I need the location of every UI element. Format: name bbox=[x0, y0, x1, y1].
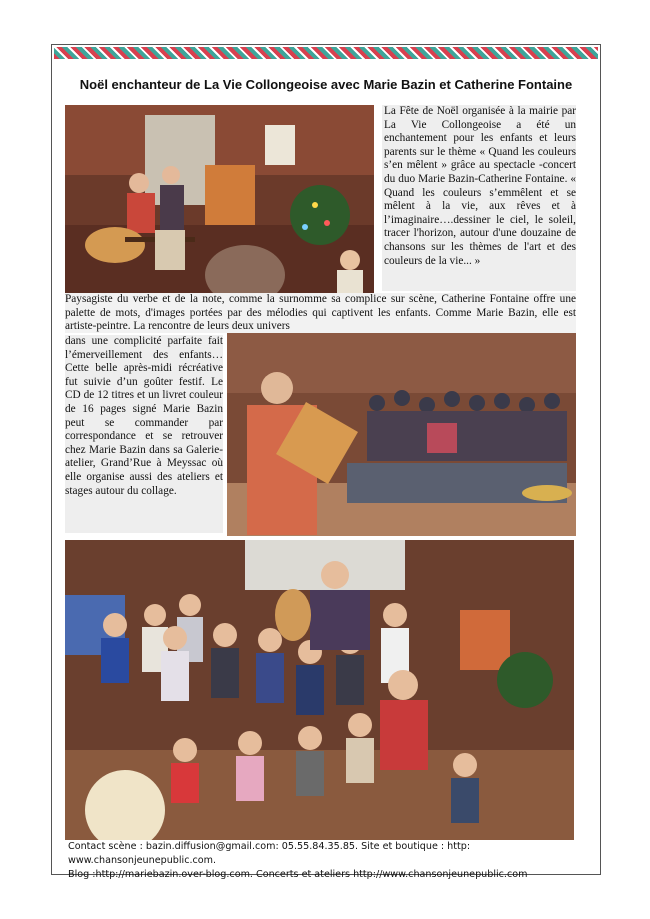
article-column-3: dans une complicité parfaite fait l’émerveillement des enfants… Cette belle après-midi récréative fut suivie d’un goûter festif. Le CD de 12 titres et un livret couleur de 16 pages signé Marie Bazin peut se commander par correspondance et se retrouver chez Marie Bazin dans sa Galerie-atelier, Grand’Rue à Meyssac où elle organise aussi des ateliers et stages autour du collage. bbox=[65, 335, 223, 533]
photo-audience bbox=[227, 333, 576, 536]
article-column-1: La Fête de Noël organisée à la mairie par La Vie Collongeoise a été un enchantement pour les enfants et leurs parents sur le thème « Quand les couleurs s’en mêlent » grâce au spectacle -concert du duo Marie Bazin-Catherine Fontaine. « Quand les couleurs s’emmêlent et se mêlent à la vie, aux rêves et à l’imaginaire….dessiner le ciel, le soleil, tracer l'horizon, autour d'une douzaine de chansons sur les thèmes de l'art et des couleurs de la vie... » bbox=[382, 105, 576, 291]
contact-info bbox=[68, 840, 588, 882]
newsletter-page bbox=[51, 44, 601, 880]
decorative-band bbox=[54, 47, 598, 59]
photo-children-group bbox=[65, 540, 574, 840]
article-title: Noël enchanteur de La Vie Collongeoise avec Marie Bazin et Catherine Fontaine bbox=[79, 77, 573, 92]
photo-musicians bbox=[65, 105, 374, 295]
article-column-2: Paysagiste du verbe et de la note, comme la surnomme sa complice sur scène, Catherine Fontaine offre une palette de mots, d'images portées par des mélodies qui captivent les enfants. Comme Marie Bazin, elle est artiste-peintre. La rencontre de leurs deux univers bbox=[65, 293, 576, 333]
contact-line-2: Blog :http://mariebazin.over-blog.com. Concerts et ateliers http://www.chansonjeunepublic.com bbox=[68, 869, 528, 880]
contact-line-1: Contact scène : bazin.diffusion@gmail.com: 05.55.84.35.85. Site et boutique : http: www.chansonjeunepublic.com. bbox=[68, 841, 471, 866]
